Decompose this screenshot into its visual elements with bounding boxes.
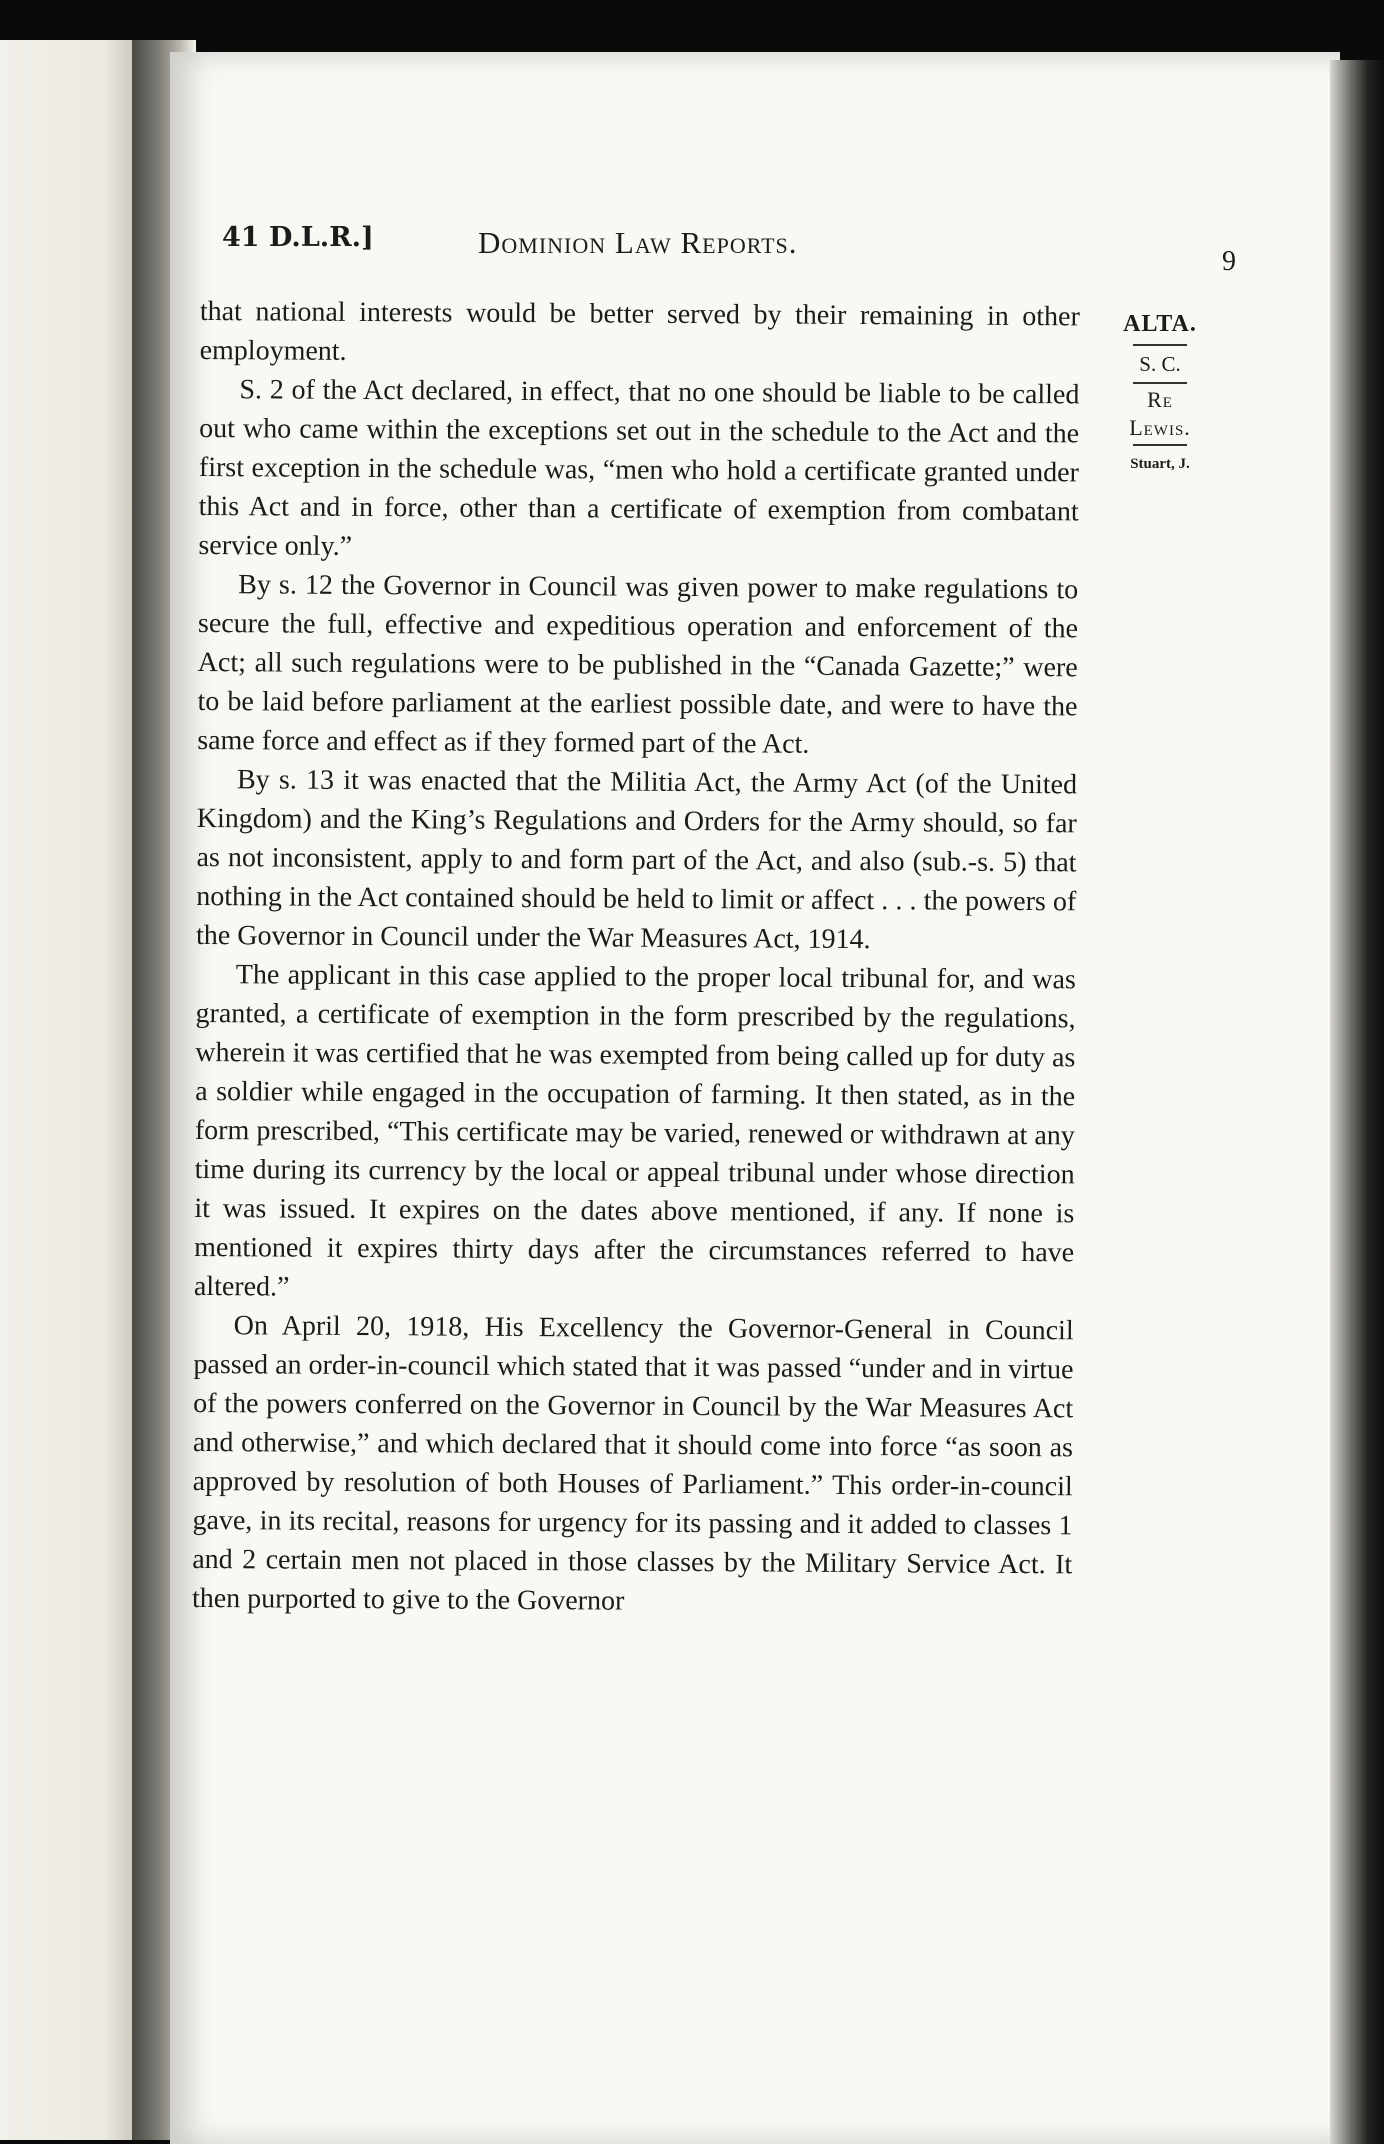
margin-divider [1133, 444, 1187, 446]
body-text [192, 292, 1080, 1623]
page-number: 9 [1222, 246, 1236, 277]
page-edge-shadow [1330, 60, 1384, 2144]
paragraph: S. 2 of the Act declared, in effect, that no one should be liable to be called out who came within the exceptions set out in the schedule to the Act and the first exception in the schedule was, “men who hold a certificate granted under this Act and in force, other than a certificate of exemption from combatant service only.” [198, 374, 1080, 562]
margin-note [1112, 306, 1208, 480]
margin-divider [1133, 382, 1187, 384]
paragraph: By s. 12 the Governor in Council was given power to make regulations to secure the full, effective and expeditious operation and enforcement of the Act; all such regulations were to be published in the “Canada Gazette;” were to be laid before parliament at the earliest possible date, and were to have the same force and effect as if they formed part of the Act. [197, 569, 1079, 760]
volume-reference: 41 D.L.R.] [222, 222, 374, 253]
margin-case-name-line-1: Re [1147, 387, 1173, 412]
margin-case-name-line-2: Lewis. [1129, 415, 1191, 440]
margin-court: S. C. [1139, 352, 1181, 376]
margin-province: ALTA. [1123, 311, 1197, 337]
margin-divider [1133, 344, 1187, 346]
margin-judge: Stuart, J. [1130, 456, 1190, 472]
paragraph: that national interests would be better served by their remaining in other employment. [199, 295, 1080, 367]
running-title: Dominion Law Reports. [478, 225, 798, 260]
paragraph: On April 20, 1918, His Excellency the Governor-General in Council passed an order-in-council which stated that it was passed “under and in virtue of the powers conferred on the Governor in Council by the War Measures Act and otherwise,” and which declared that it should come into force “as soon as approved by resolution of both Houses of Parliament.” This order-in-council gave, in its recital, reasons for urgency for its passing and it added to classes 1 and 2 certain men not placed in those classes by the Military Service Act. It then purported to give to the Governor [191, 1310, 1074, 1617]
paragraph: The applicant in this case applied to the proper local tribunal for, and was granted, a certificate of exemption in the form prescribed by the regulations, wherein it was certified that he was exempted from being called up for duty as a soldier while engaged in the occupation of farming. It then stated, as in the form prescribed, “This certificate may be varied, renewed or withdrawn at any time during its currency by the local or appeal tribunal under whose direction it was issued. It expires on the dates above mentioned, if any. If none is mentioned it expires thirty days after the circumstances referred to have altered.” [193, 959, 1076, 1303]
paragraph: By s. 13 it was enacted that the Militia Act, the Army Act (of the United Kingdom) and the King’s Regulations and Orders for the Army should, so far as not inconsistent, apply to and form part of the Act, and also (sub.-s. 5) that nothing in the Act contained should be held to limit or affect . . . the powers of the Governor in Council under the War Measures Act, 1914. [195, 764, 1078, 956]
left-page [0, 40, 150, 2140]
